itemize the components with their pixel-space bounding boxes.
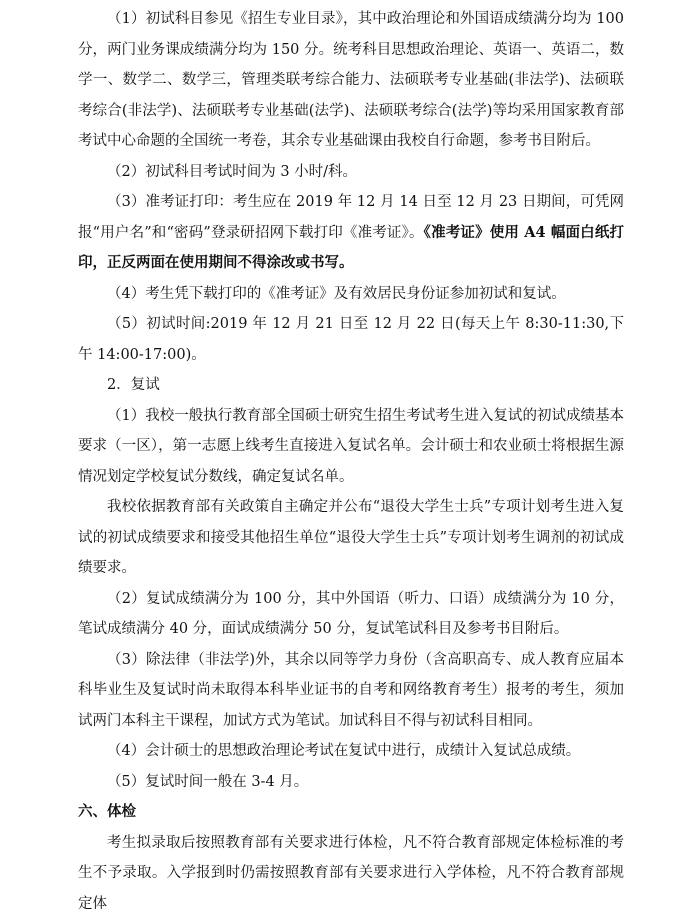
paragraph-veteran-plan: 我校依据教育部有关政策自主确定并公布“退役大学生士兵”专项计划考生进入复试的初试成绩要求和接受其他招生单位“退役大学生士兵”专项计划考生调剂的初试成绩要求。: [78, 492, 624, 584]
admission-ticket-bold-note: 《准考证》使用 A4 幅面白纸打印，正反两面在使用期间不得涂改或书写。: [78, 224, 624, 272]
paragraph-exam-duration: （2）初试科目考试时间为 3 小时/科。: [78, 157, 624, 188]
paragraph-retest-time: （5）复试时间一般在 3-4 月。: [78, 767, 624, 798]
document-body: [78, 0, 624, 919]
paragraph-retest-score-requirement: （1）我校一般执行教育部全国硕士研究生招生考试考生进入复试的初试成绩基本要求（一区），第一志愿上线考生直接进入复试名单。会计硕士和农业硕士将根据生源情况划定学校复试分数线，确定复试名单。: [78, 401, 624, 493]
paragraph-accounting-politics: （4）会计硕士的思想政治理论考试在复试中进行，成绩计入复试总成绩。: [78, 736, 624, 767]
paragraph-exam-subjects: （1）初试科目参见《招生专业目录》，其中政治理论和外国语成绩满分均为 100 分，两门业务课成绩满分均为 150 分。统考科目思想政治理论、英语一、英语二，数学一、数学二、数学三，管理类联考综合能力、法硕联考专业基础(非法学)、法硕联考综合(非法学)、法硕联考专业基础(法学)、法硕联考综合(法学)等均采用国家教育部考试中心命题的全国统一考卷，其余专业基础课由我校自行命题，参考书目附后。: [78, 0, 624, 157]
paragraph-admission-ticket: [78, 187, 624, 279]
paragraph-exam-time: （5）初试时间:2019 年 12 月 21 日至 12 月 22 日(每天上午 8:30-11:30,下午 14:00-17:00)。: [78, 309, 624, 370]
paragraph-physical-exam: 考生拟录取后按照教育部有关要求进行体检，凡不符合教育部规定体检标准的考生不予录取。入学报到时仍需按照教育部有关要求进行入学体检，凡不符合教育部规定体: [78, 828, 624, 919]
admission-ticket-text: （3）准考证打印：考生应在 2019 年 12 月 14 日至 12 月 23 日期间，可凭网报“用户名”和“密码”登录研招网下载打印《准考证》。: [78, 194, 624, 241]
paragraph-retest-score-composition: （2）复试成绩满分为 100 分，其中外国语（听力、口语）成绩满分为 10 分，笔试成绩满分 40 分，面试成绩满分 50 分，复试笔试科目及参考书目附后。: [78, 584, 624, 645]
section-retest-title: 2．复试: [78, 370, 624, 401]
paragraph-equivalent-degree: （3）除法律（非法学)外，其余以同等学力身份（含高职高专、成人教育应届本科毕业生及复试时尚未取得本科毕业证书的自考和网络教育考生）报考的考生，须加试两门本科主干课程，加试方式为笔试。加试科目不得与初试科目相同。: [78, 645, 624, 737]
paragraph-id-requirement: （4）考生凭下载打印的《准考证》及有效居民身份证参加初试和复试。: [78, 279, 624, 310]
section-physical-exam-heading: 六、体检: [78, 797, 624, 828]
